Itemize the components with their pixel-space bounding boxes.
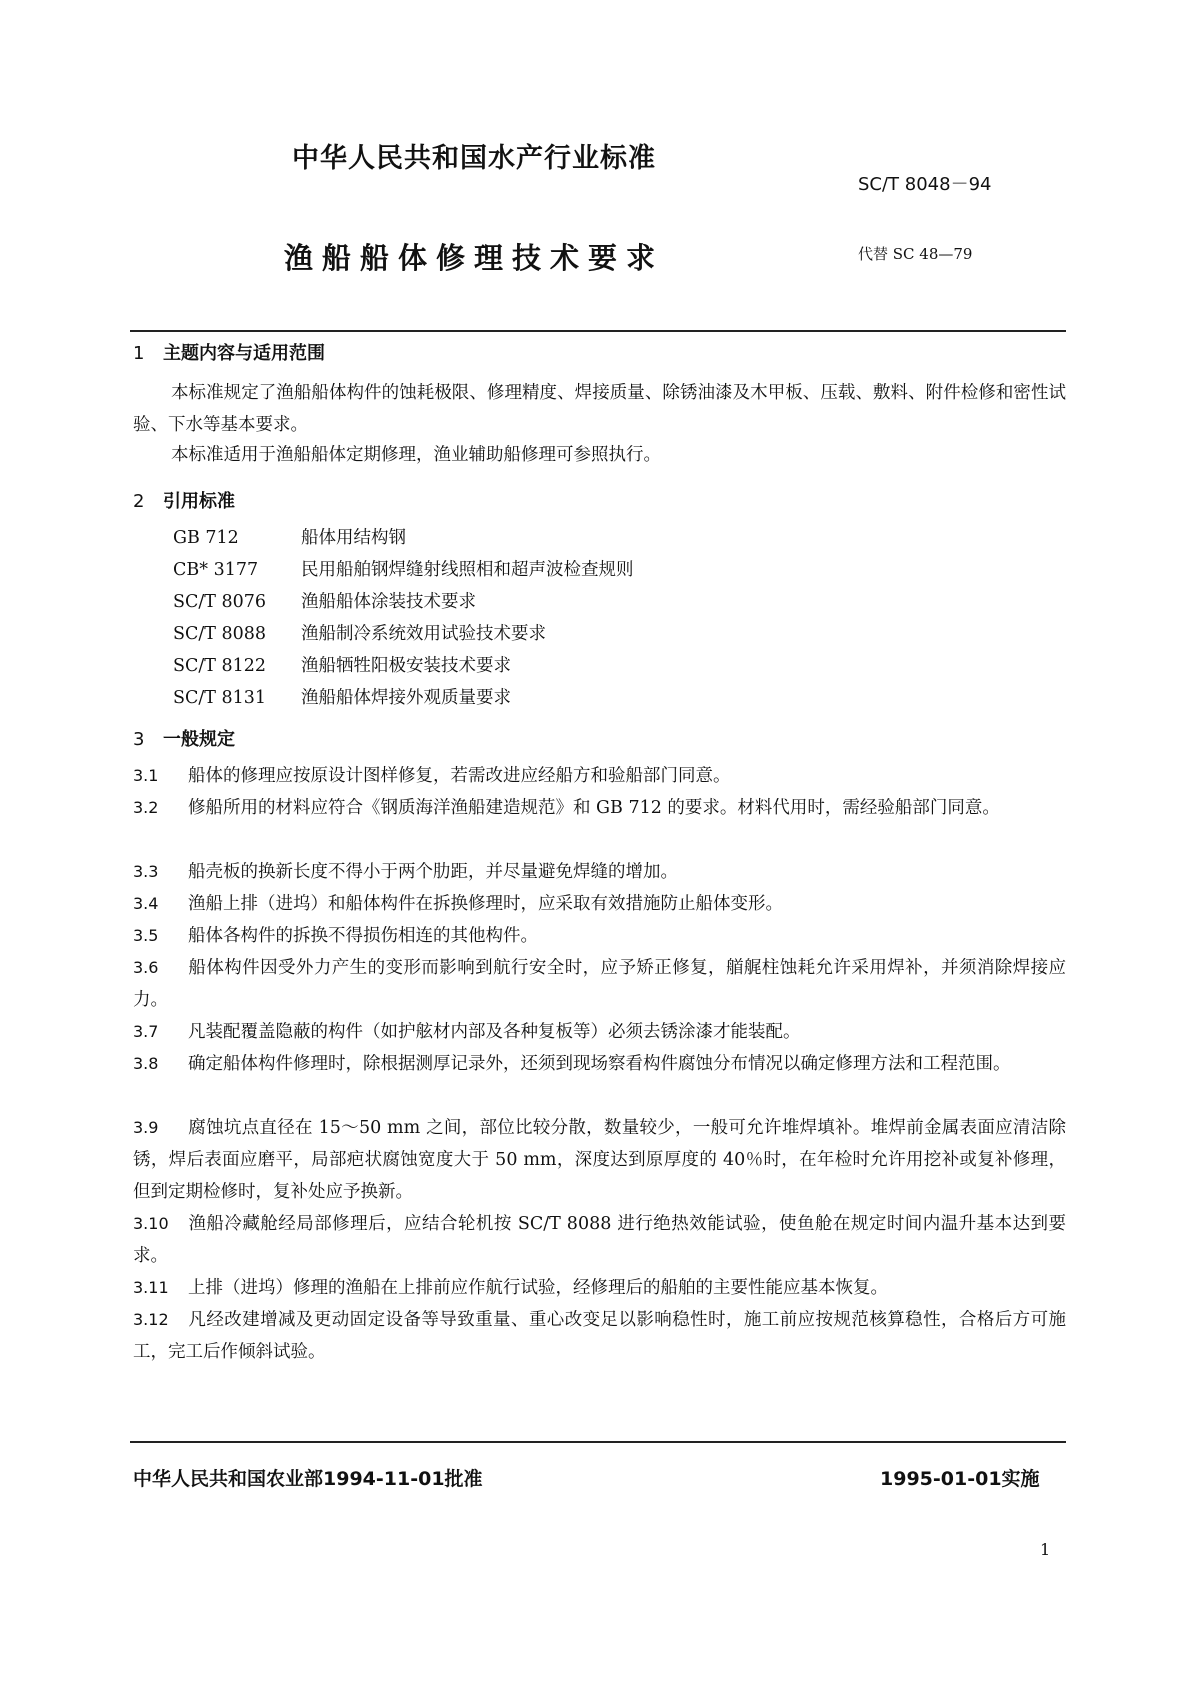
reference-code: SC/T 8088: [173, 624, 267, 644]
clause-3-3: [133, 856, 1066, 888]
section-1-number: 1: [133, 343, 145, 364]
clause-number: 3.10: [133, 1214, 169, 1233]
clause-number: 3.11: [133, 1278, 169, 1297]
reference-code: SC/T 8076: [173, 592, 267, 612]
clause-3-6: [133, 952, 1066, 1016]
clause-number: 3.7: [133, 1022, 159, 1041]
footer-divider: [130, 1441, 1066, 1443]
clause-number: 3.6: [133, 958, 159, 977]
section-3-title: 一般规定: [163, 729, 235, 750]
clause-text: 渔船上排（进坞）和船体构件在拆换修理时，应采取有效措施防止船体变形。: [188, 894, 783, 914]
clause-3-10: [133, 1208, 1066, 1272]
reference-title: 民用船舶钢焊缝射线照相和超声波检查规则: [301, 560, 634, 580]
clause-number: 3.12: [133, 1310, 169, 1329]
section-2-number: 2: [133, 491, 145, 512]
reference-title: 渔船船体焊接外观质量要求: [301, 688, 511, 708]
reference-code: CB* 3177: [173, 560, 259, 580]
clause-number: 3.4: [133, 894, 159, 913]
reference-item: [173, 682, 634, 714]
clause-3-1: [133, 760, 1066, 792]
standard-category: 中华人民共和国水产行业标准: [292, 143, 656, 174]
clause-number: 3.8: [133, 1054, 159, 1073]
clause-number: 3.5: [133, 926, 159, 945]
section-3-number: 3: [133, 729, 145, 750]
clause-number: 3.1: [133, 766, 159, 785]
replaces-note: 代替 SC 48—79: [858, 245, 973, 263]
page-number: 1: [1040, 1540, 1051, 1559]
clause-text: 腐蚀坑点直径在 15～50 mm 之间，部位比较分散，数量较少，一般可允许堆焊填补。堆焊前金属表面应清洁除锈，焊后表面应磨平，局部疤状腐蚀宽度大于 50 mm，深度达到原厚度的 40％时，在年检时允许用挖补或复补修理，但到定期检修时，复补处应予换新。: [133, 1118, 1066, 1202]
reference-item: [173, 586, 634, 618]
clause-text: 修船所用的材料应符合《钢质海洋渔船建造规范》和 GB 712 的要求。材料代用时，需经验船部门同意。: [188, 798, 1000, 818]
header-divider: [130, 330, 1066, 332]
reference-list: [173, 522, 634, 714]
section-1-title: 主题内容与适用范围: [163, 343, 325, 364]
clause-text: 确定船体构件修理时，除根据测厚记录外，还须到现场察看构件腐蚀分布情况以确定修理方法和工程范围。: [188, 1054, 1011, 1074]
reference-code: SC/T 8122: [173, 656, 267, 676]
document-title: 渔船船体修理技术要求: [284, 241, 665, 275]
clause-number: 3.9: [133, 1118, 159, 1137]
reference-item: [173, 554, 634, 586]
clause-number: 3.3: [133, 862, 159, 881]
section-1-paragraph-2: 本标准适用于渔船船体定期修理，渔业辅助船修理可参照执行。: [171, 445, 661, 465]
reference-item: [173, 650, 634, 682]
clause-text: 船壳板的换新长度不得小于两个肋距，并尽量避免焊缝的增加。: [188, 862, 678, 882]
section-2-title: 引用标准: [163, 491, 235, 512]
clause-text: 船体的修理应按原设计图样修复，若需改进应经船方和验船部门同意。: [188, 766, 731, 786]
clause-text: 凡装配覆盖隐蔽的构件（如护舷材内部及各种复板等）必须去锈涂漆才能装配。: [188, 1022, 801, 1042]
reference-item: [173, 618, 634, 650]
clause-number: 3.2: [133, 798, 159, 817]
standard-code: SC/T 8048－94: [858, 174, 992, 195]
effective-date: 1995-01-01实施: [880, 1468, 1040, 1490]
section-1-heading: [133, 339, 325, 365]
reference-title: 船体用结构钢: [301, 528, 406, 548]
clause-3-7: [133, 1016, 1066, 1048]
clause-text: 凡经改建增减及更动固定设备等导致重量、重心改变足以影响稳性时，施工前应按规范核算稳性，合格后方可施工，完工后作倾斜试验。: [133, 1310, 1066, 1362]
clause-3-4: [133, 888, 1066, 920]
reference-title: 渔船牺牲阳极安装技术要求: [301, 656, 511, 676]
clause-3-9: [133, 1112, 1066, 1208]
section-3-heading: [133, 725, 235, 751]
clause-3-2: [133, 792, 1066, 824]
clause-3-11: [133, 1272, 1066, 1304]
clause-3-8: [133, 1048, 1066, 1080]
section-2-heading: [133, 487, 235, 513]
clause-text: 渔船冷藏舱经局部修理后，应结合轮机按 SC/T 8088 进行绝热效能试验，使鱼舱在规定时间内温升基本达到要求。: [133, 1214, 1066, 1266]
clause-text: 船体构件因受外力产生的变形而影响到航行安全时，应予矫正修复，艏艉柱蚀耗允许采用焊补，并须消除焊接应力。: [133, 958, 1066, 1010]
section-1-paragraph-1: 本标准规定了渔船船体构件的蚀耗极限、修理精度、焊接质量、除锈油漆及木甲板、压载、敷料、附件检修和密性试验、下水等基本要求。: [133, 383, 1066, 435]
approval-line: 中华人民共和国农业部1994-11-01批准: [133, 1468, 483, 1490]
reference-title: 渔船制冷系统效用试验技术要求: [301, 624, 546, 644]
reference-item: [173, 522, 634, 554]
reference-title: 渔船船体涂装技术要求: [301, 592, 476, 612]
clause-text: 船体各构件的拆换不得损伤相连的其他构件。: [188, 926, 538, 946]
clause-3-12: [133, 1304, 1066, 1368]
reference-code: GB 712: [173, 528, 239, 548]
clause-text: 上排（进坞）修理的渔船在上排前应作航行试验，经修理后的船舶的主要性能应基本恢复。: [188, 1278, 888, 1298]
reference-code: SC/T 8131: [173, 688, 267, 708]
clause-3-5: [133, 920, 1066, 952]
